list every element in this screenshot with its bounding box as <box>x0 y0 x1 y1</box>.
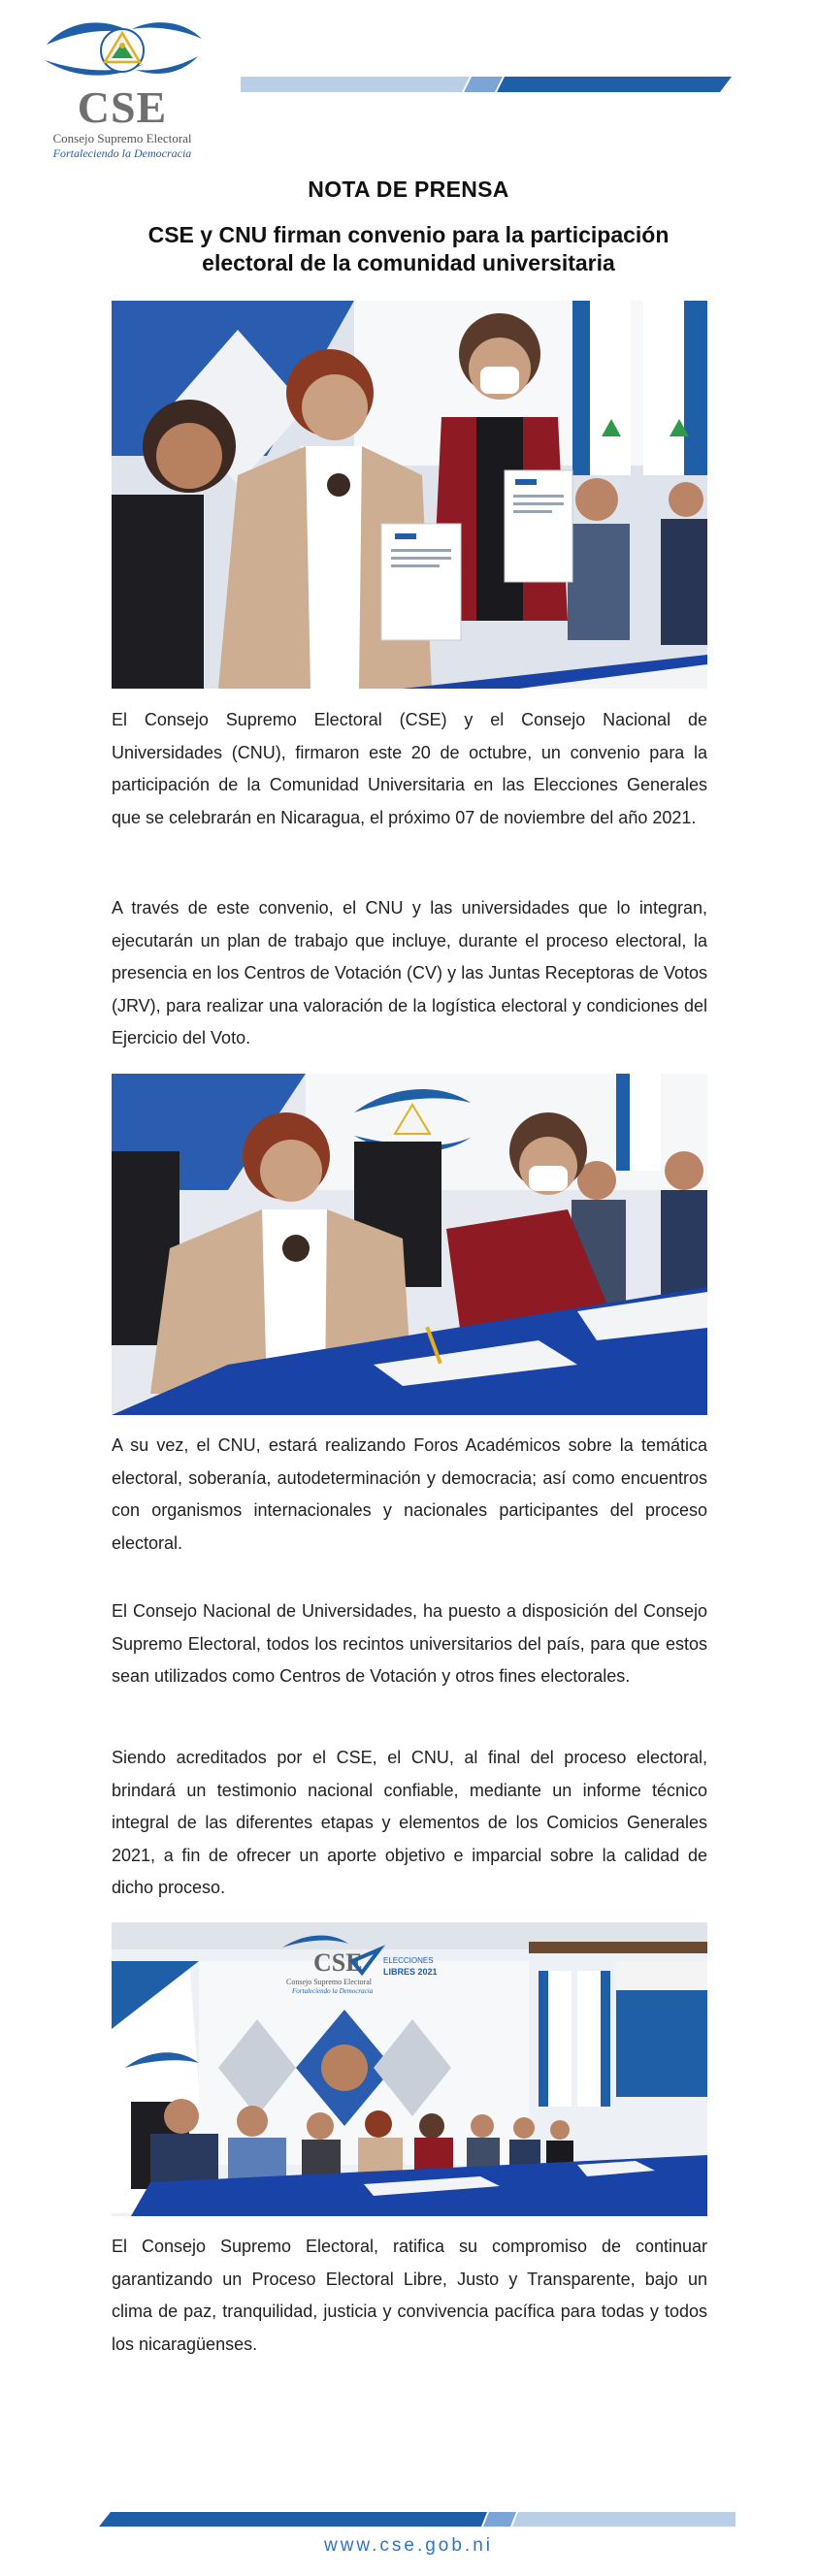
backdrop-tagline: Fortaleciendo la Democracia <box>292 1987 374 1995</box>
article-paragraph: El Consejo Supremo Electoral, ratifica su compromiso de continuar garantizando un Proceso Electoral Libre, Justo y Transparente, bajo un clima de paz, tranquilidad, justicia y convivencia pacífica para todas y todos los nicaragüenses. <box>112 2237 707 2354</box>
photo-signing-ceremony <box>112 1074 707 1415</box>
article-paragraph: El Consejo Supremo Electoral (CSE) y el Consejo Nacional de Universidades (CNU), firmaron este 20 de octubre, un convenio para la participación de la Comunidad Universitaria en las Elecciones Generales que se celebrarán en Nicaragua, el próximo 07 de noviembre del año 2021. <box>112 710 707 827</box>
logo-tagline: Fortaleciendo la Democracia <box>52 146 192 160</box>
header-decorative-band <box>241 77 732 92</box>
backdrop-org-name: Consejo Supremo Electoral <box>286 1978 372 1986</box>
cse-logo <box>39 14 206 165</box>
logo-acronym: CSE <box>77 82 168 132</box>
logo-organization-name: Consejo Supremo Electoral <box>52 131 192 145</box>
photo-agreement-signed <box>112 301 707 689</box>
article-paragraph: El Consejo Nacional de Universidades, ha puesto a disposición del Consejo Supremo Electoral, todos los recintos universitarios del país, para que estos sean utilizados como Centros de Votación y otros fines electorales. <box>112 1601 707 1686</box>
backdrop-banner-line2: LIBRES 2021 <box>383 1967 438 1977</box>
article-paragraph: A través de este convenio, el CNU y las universidades que lo integran, ejecutarán un plan de trabajo que incluye, durante el proceso electoral, la presencia en los Centros de Votación (CV) y las Juntas Receptoras de Votos (JRV), para realizar una valoración de la logística electoral y condiciones del Ejercicio del Voto. <box>112 898 707 1047</box>
article-headline: CSE y CNU firman convenio para la participación electoral de la comunidad universitaria <box>147 222 670 275</box>
footer-website-url[interactable]: www.cse.gob.ni <box>323 2535 493 2556</box>
article-paragraph: Siendo acreditados por el CSE, el CNU, al final del proceso electoral, brindará un testimonio nacional confiable, mediante un informe técnico integral de las diferentes etapas y elementos de los Comicios Generales 2021, a fin de ofrecer un aporte objetivo e imparcial sobre la calidad de dicho proceso. <box>112 1748 707 1897</box>
press-release-label: NOTA DE PRENSA <box>308 177 509 202</box>
footer-decorative-band <box>99 2512 735 2527</box>
backdrop-acronym: CSE <box>313 1948 363 1977</box>
backdrop-banner-line1: ELECCIONES <box>383 1956 434 1965</box>
photo-press-conference <box>112 1922 707 2216</box>
article-paragraph: A su vez, el CNU, estará realizando Foros Académicos sobre la temática electoral, soberanía, autodeterminación y democracia; así como encuentros con organismos internacionales y nacionales participantes del proceso electoral. <box>112 1435 707 1553</box>
cse-emblem-icon <box>39 14 206 91</box>
